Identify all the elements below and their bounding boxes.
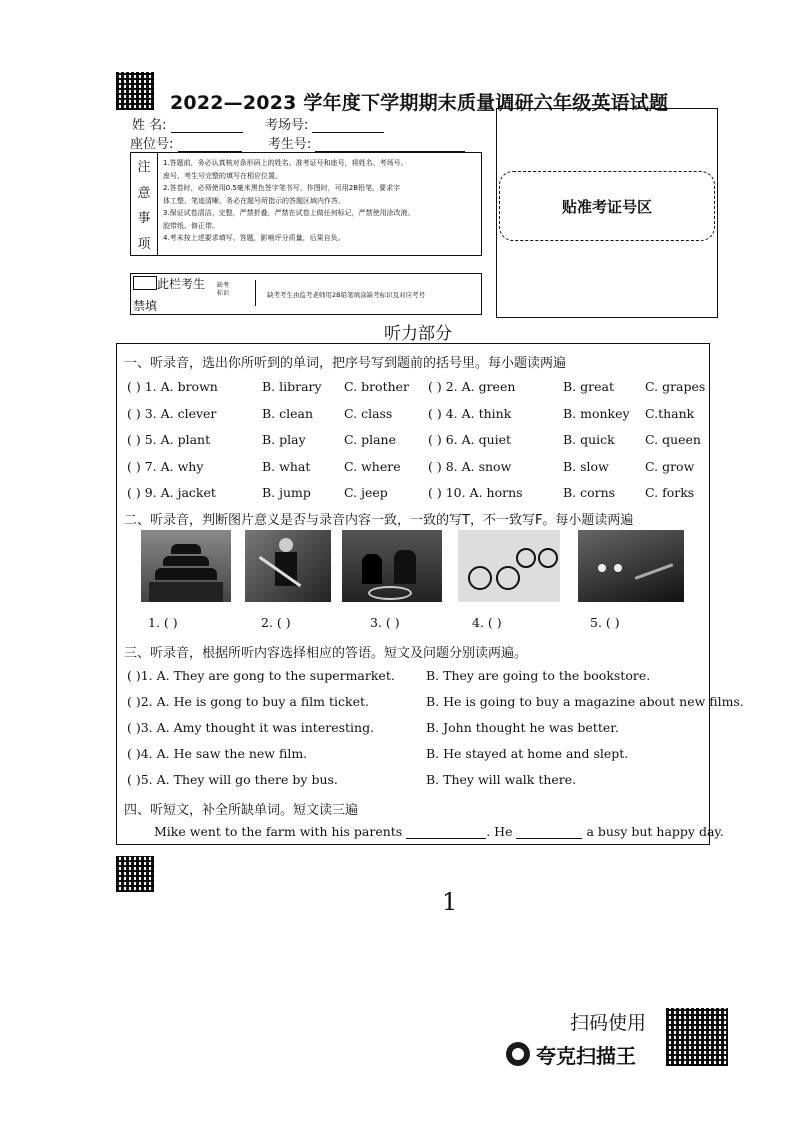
picture-3-answer[interactable]: 3. ( ): [370, 615, 400, 630]
exam-no-label: 考生号:: [267, 137, 312, 152]
seat-field[interactable]: [178, 139, 242, 152]
response-option-b: B. They are going to the bookstore.: [426, 668, 651, 683]
question-option-a[interactable]: ( ) 1. A. brown: [127, 379, 218, 394]
section-4-passage: Mike went to the farm with his parents . He a busy but happy day.: [154, 824, 724, 839]
notice-text: 1.答题前，务必认真核对条形码上的姓名、准考证号和座号，将姓名、考场号、 座号、考生号完整的填写在相应位置。 2.答卷时，必须使用0.5毫米黑色签字笔书写，作图时，可用2B铅笔，要求字 体工整、笔迹清晰。务必在题号所指示的答题区域内作答。 3.保证试卷清洁、完整，严禁折叠，严禁在试卷上做任何标记，严禁使用涂改液、 胶带纸、修正带。 4.考未按上述要求填写、答题，影响评分质量，后果自负。: [163, 159, 415, 242]
page-mark: 1: [442, 888, 454, 916]
absent-box: 此栏考生 禁填 缺考标识 缺考考生由监考老师用2B铅笔填涂缺考标识及对应考号: [130, 273, 482, 315]
question-option-a[interactable]: ( ) 9. A. jacket: [127, 485, 216, 500]
response-option-a[interactable]: ( )1. A. They are gong to the supermarket.: [127, 668, 395, 683]
name-field[interactable]: [171, 120, 243, 133]
picture-bicycles: [458, 530, 560, 602]
section-1-heading: 一、听录音，选出你所听到的单词，把序号写到题前的括号里。每小题读两遍: [124, 356, 567, 371]
scan-label: 扫码使用: [570, 1012, 647, 1034]
question-option: C. grow: [645, 458, 695, 474]
question-option: C.thank: [645, 405, 695, 421]
page-title: 2022—2023 学年度下学期期末质量调研六年级英语试题: [170, 92, 669, 114]
exam-room-label: 考场号:: [264, 118, 309, 133]
question-option: C. brother: [344, 379, 410, 394]
picture-people-group: [342, 530, 442, 602]
brand-logo-icon: [506, 1042, 530, 1066]
response-option-a[interactable]: ( )2. A. He is gong to buy a film ticket.: [127, 694, 369, 709]
picture-2-answer[interactable]: 2. ( ): [261, 615, 291, 630]
response-option-b: B. He is going to buy a magazine about new films.: [426, 694, 744, 709]
question-option-a[interactable]: ( ) 4. A. think: [428, 405, 512, 421]
response-option-a[interactable]: ( )5. A. They will go there by bus.: [127, 772, 338, 787]
question-option: B. jump: [262, 485, 311, 500]
absent-checkbox[interactable]: [133, 276, 157, 290]
passage-blank-2[interactable]: [516, 826, 582, 839]
picture-night-road: [578, 530, 684, 602]
question-option: C. plane: [344, 432, 396, 447]
name-label: 姓 名:: [132, 118, 167, 133]
section-4-heading: 四、听短文，补全所缺单词。短文读三遍: [124, 803, 359, 818]
question-option-a[interactable]: ( ) 10. A. horns: [428, 485, 523, 500]
question-option: B. clean: [262, 405, 314, 421]
passage-blank-1[interactable]: [406, 826, 486, 839]
response-option-a[interactable]: ( )3. A. Amy thought it was interesting.: [127, 720, 375, 735]
picture-5-answer[interactable]: 5. ( ): [590, 615, 620, 630]
question-option-a[interactable]: ( ) 6. A. quiet: [428, 432, 512, 447]
seat-row: [130, 133, 465, 152]
question-option: C. queen: [645, 432, 701, 447]
picture-person-sweeping: [245, 530, 331, 602]
response-option-a[interactable]: ( )4. A. He saw the new film.: [127, 746, 308, 761]
section-2-heading: 二、听录音，判断图片意义是否与录音内容一致，一致的写T，不一致写F。每小题读两遍: [124, 513, 634, 528]
question-option-a[interactable]: ( ) 5. A. plant: [127, 432, 211, 447]
question-option: B. what: [262, 458, 311, 474]
question-option: B. corns: [563, 485, 616, 500]
picture-4-answer[interactable]: 4. ( ): [472, 615, 502, 630]
name-row: [132, 114, 384, 133]
question-option: B. slow: [563, 458, 609, 474]
question-option-a[interactable]: ( ) 8. A. snow: [428, 458, 512, 474]
admission-sticker-area: [496, 108, 718, 318]
question-option: B. library: [262, 379, 322, 394]
question-option-a[interactable]: ( ) 3. A. clever: [127, 405, 217, 421]
brand-name: 夸克扫描王: [536, 1044, 636, 1068]
question-option: C. where: [344, 458, 401, 474]
response-option-b: B. John thought he was better.: [426, 720, 619, 735]
response-option-b: B. He stayed at home and slept.: [426, 746, 629, 761]
barcode-top: [116, 72, 154, 110]
question-option: B. quick: [563, 432, 615, 447]
picture-temple: [141, 530, 231, 602]
question-option: C. jeep: [344, 485, 388, 500]
sticker-label: 贴准考证号区: [499, 171, 715, 241]
seat-label: 座位号:: [130, 137, 174, 152]
question-option: C. forks: [645, 485, 695, 500]
question-option: B. great: [563, 379, 614, 394]
exam-room-field[interactable]: [312, 120, 384, 133]
barcode-bottom: [116, 856, 154, 892]
listening-part-title: 听力部分: [384, 324, 452, 344]
question-option-a[interactable]: ( ) 2. A. green: [428, 379, 516, 394]
question-option: C. class: [344, 405, 393, 421]
response-option-b: B. They will walk there.: [426, 772, 577, 787]
question-option: B. monkey: [563, 405, 630, 421]
notice-box: [130, 152, 482, 256]
notice-label: 注 意 事 项: [131, 153, 158, 255]
section-3-heading: 三、听录音，根据所听内容选择相应的答语。短文及问题分别读两遍。: [124, 646, 528, 661]
question-option: C. grapes: [645, 379, 706, 394]
question-option-a[interactable]: ( ) 7. A. why: [127, 458, 204, 474]
picture-1-answer[interactable]: 1. ( ): [148, 615, 178, 630]
question-option: B. play: [262, 432, 306, 447]
exam-no-field[interactable]: [315, 139, 465, 152]
qr-code-icon[interactable]: [666, 1008, 728, 1066]
